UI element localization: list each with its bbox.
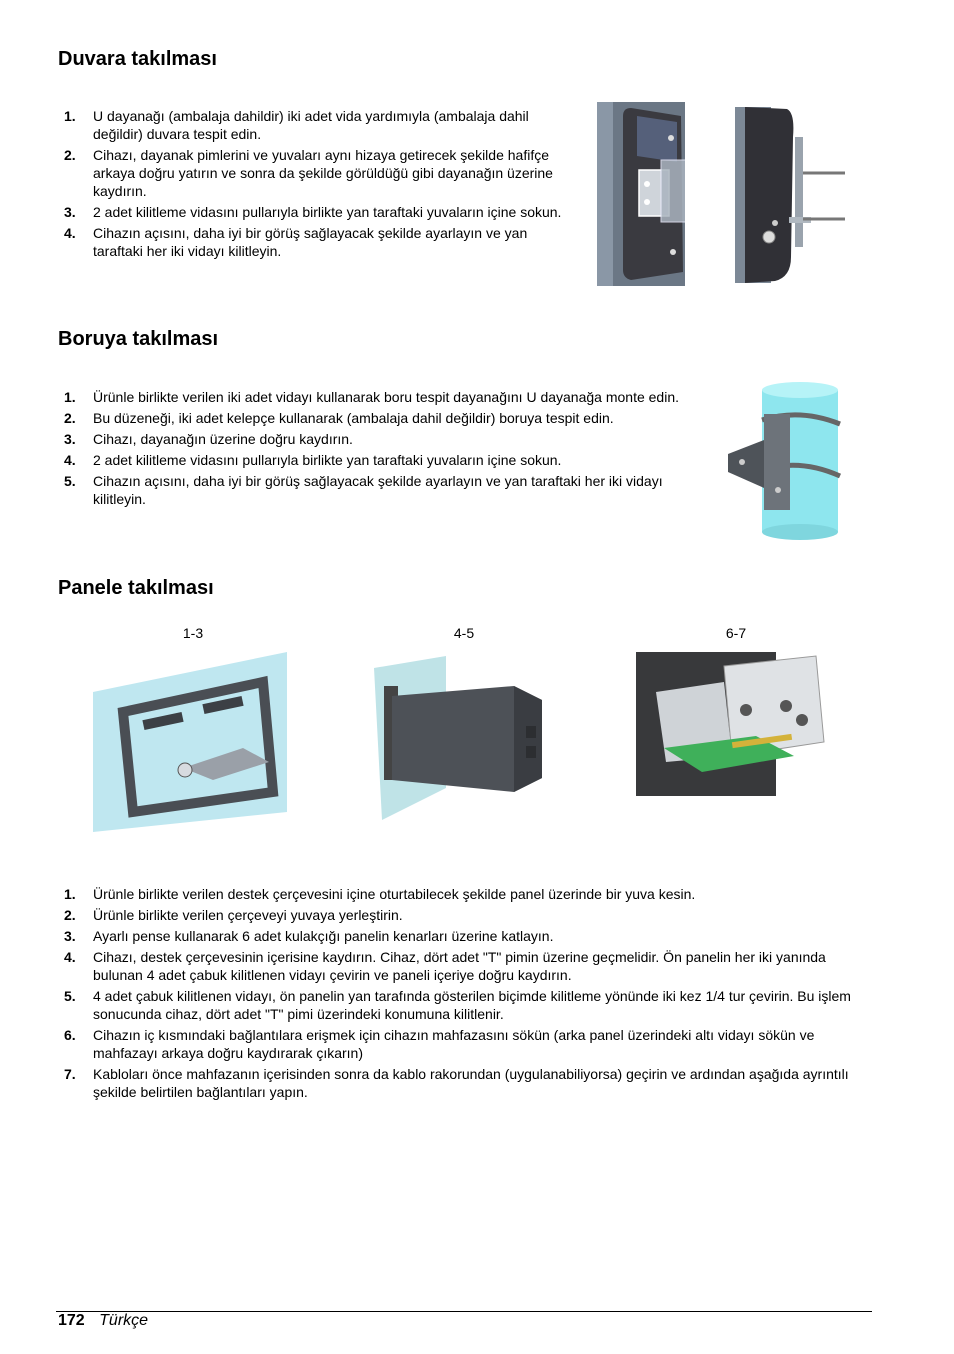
- list-item: 3. 2 adet kilitleme vidasını pullarıyla birlikte yan taraftaki yuvaların içine sokun.: [64, 204, 562, 220]
- list-item: 3. Cihazı, dayanağın üzerine doğru kaydırın.: [64, 431, 353, 447]
- wall-mount-figure-device: [597, 102, 685, 286]
- section-title-wall: Duvara takılması: [58, 48, 217, 70]
- wall-mount-figure-screws: [735, 107, 847, 283]
- list-item: 1. U dayanağı (ambalaja dahildir) iki adet vida yardımıyla (ambalaja dahil değildir) duvara tespit edin.: [64, 108, 529, 142]
- page-footer: [58, 1312, 148, 1330]
- section-title-panel: Panele takılması: [58, 577, 214, 599]
- panel-mount-figure-frame: [93, 652, 287, 832]
- section-title-pipe: Boruya takılması: [58, 328, 219, 350]
- list-item: 1. Ürünle birlikte verilen iki adet vidayı kullanarak boru tespit dayanağını U dayanağa monte edin.: [64, 389, 680, 405]
- list-item: 3. Ayarlı pense kullanarak 6 adet kulakçığı panelin kenarları üzerine katlayın.: [64, 928, 554, 944]
- list-item: 6. Cihazın iç kısmındaki bağlantılara erişmek için cihazın mahfazasını sökün (arka panel üzerindeki altı vidayı sökün ve mahfazayı arkaya doğru kaydırarak çıkarın): [64, 1027, 815, 1061]
- list-item: 5. Cihazın açısını, daha iyi bir görüş sağlayacak şekilde ayarlayın ve yan taraftaki her iki vidayı kilitleyin.: [64, 473, 663, 507]
- list-item: 7. Kabloları önce mahfazanın içerisinden sonra da kablo rakorundan (uygulanabiliyorsa) geçirin ve ardından aşağıda ayrıntılı şekilde belirtilen bağlantıları yapın.: [64, 1066, 849, 1100]
- page-number: 172: [58, 1312, 85, 1329]
- list-item: 5. 4 adet çabuk kilitlenen vidayı, ön panelin yan tarafında gösterilen biçimde kilitleme yönünde iki kez 1/4 tur çevirin. Bu işlem sonucunda cihaz, dört adet "T" pimi üzerindeki konumuna kilitlenir.: [64, 988, 851, 1022]
- pipe-steps: [64, 388, 704, 511]
- wall-steps: [64, 107, 569, 263]
- footer-language: Türkçe: [99, 1312, 149, 1329]
- footer-divider: [56, 1311, 872, 1312]
- list-item: 2. Cihazı, dayanak pimlerini ve yuvaları aynı hizaya getirecek şekilde hafifçe arkaya doğru yatırın ve sonra da şekilde görüldüğü gibi dayanağın üzerine kaydırın.: [64, 147, 553, 199]
- figure-caption-1-3: 1-3: [182, 625, 204, 641]
- panel-mount-figure-device: [374, 656, 550, 820]
- list-item: 4. 2 adet kilitleme vidasını pullarıyla birlikte yan taraftaki yuvaların içine sokun.: [64, 452, 562, 468]
- figure-caption-6-7: 6-7: [725, 625, 747, 641]
- list-item: 4. Cihazın açısını, daha iyi bir görüş sağlayacak şekilde ayarlayın ve yan taraftaki her iki vidayı kilitleyin.: [64, 225, 528, 259]
- panel-steps: [64, 885, 854, 1104]
- pipe-mount-figure: [718, 380, 844, 540]
- list-item: 2. Ürünle birlikte verilen çerçeveyi yuvaya yerleştirin.: [64, 907, 403, 923]
- list-item: 2. Bu düzeneği, iki adet kelepçe kullanarak (ambalaja dahil değildir) boruya tespit edin.: [64, 410, 614, 426]
- list-item: 4. Cihazı, destek çerçevesinin içerisine kaydırın. Cihaz, dört adet "T" pimin üzerine geçmelidir. Ön panelin her iki yanında bulunan 4 adet çabuk kilitlenen vidayı çevirin ve paneli içeriye doğru kaydırın.: [64, 949, 826, 983]
- list-item: 1. Ürünle birlikte verilen destek çerçevesini içine oturtabilecek şekilde panel üzerinde bir yuva kesin.: [64, 886, 696, 902]
- panel-mount-figure-open: [636, 652, 826, 796]
- figure-caption-4-5: 4-5: [453, 625, 475, 641]
